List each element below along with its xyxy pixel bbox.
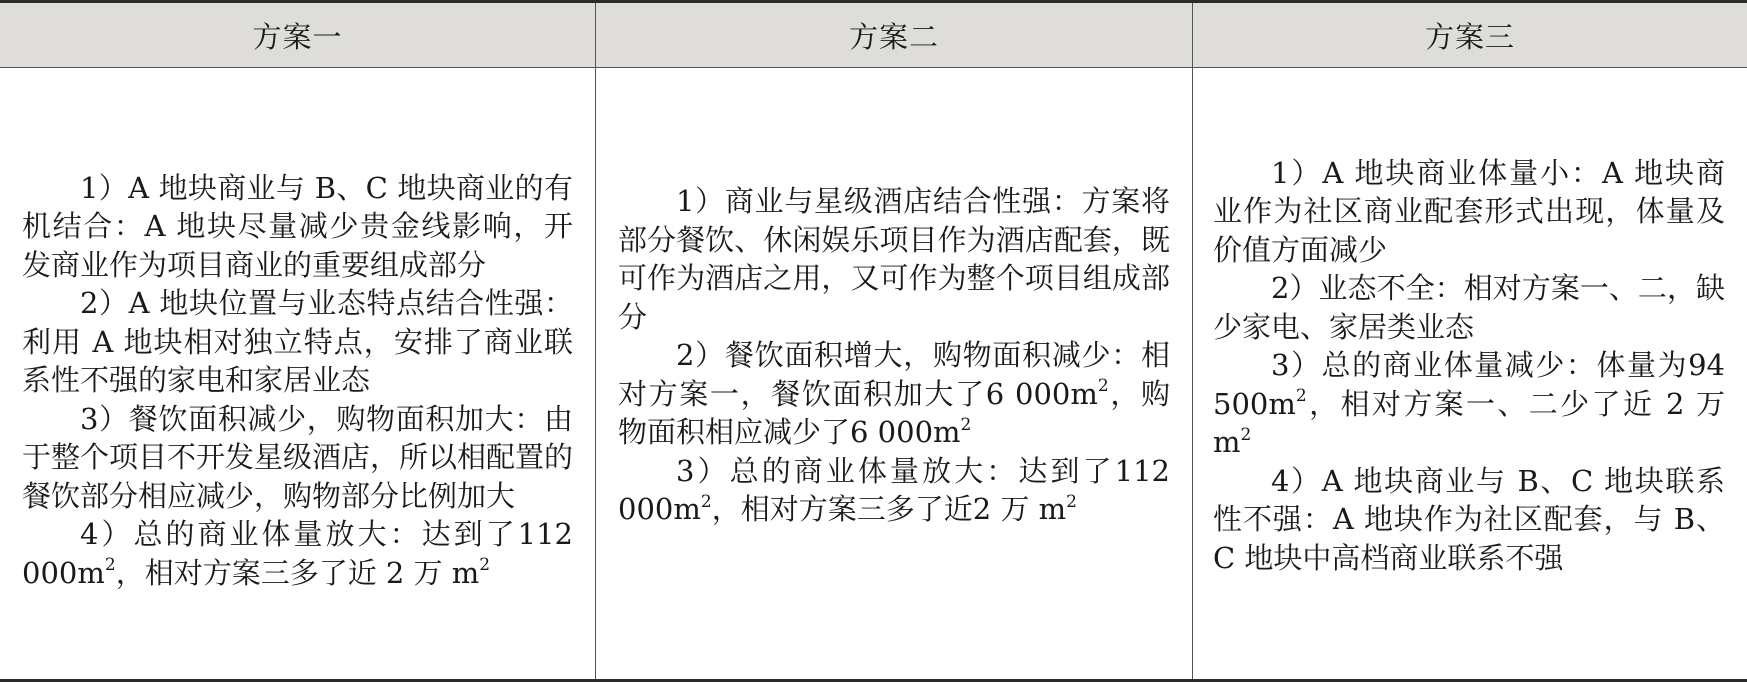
scheme-2-cell	[596, 68, 1193, 679]
scheme-3-text	[1193, 154, 1747, 578]
table-body-row	[0, 68, 1747, 679]
header-scheme-3: 方案三	[1424, 19, 1515, 54]
scheme-1-point-2: 2）A 地块位置与业态特点结合性强：利用 A 地块相对独立特点，安排了商业联系性不强的家电和家居业态	[22, 286, 573, 398]
scheme-2-point-2: 2）餐饮面积增大，购物面积减少：相对方案一，餐饮面积加大了6 $000m^2$，购物面积相应减少了6 $000m^2$	[618, 338, 1170, 450]
scheme-3-cell	[1193, 68, 1747, 679]
scheme-3-point-2: 2）业态不全：相对方案一、二，缺少家电、家居类业态	[1213, 271, 1725, 344]
scheme-1-point-3: 3）餐饮面积减少，购物面积加大：由于整个项目不开发星级酒店，所以相配置的餐饮部分相应减少，购物部分比例加大	[22, 401, 574, 513]
scheme-1-text	[0, 169, 595, 593]
table-header-row	[0, 3, 1747, 68]
header-scheme-2: 方案二	[596, 3, 1193, 67]
scheme-3-point-1: 1）A 地块商业体量小：A 地块商业作为社区商业配套形式出现，体量及价值方面减少	[1213, 155, 1725, 267]
scheme-1-cell	[0, 68, 596, 679]
scheme-3-point-4: 4）A 地块商业与 B、C 地块联系性不强：A 地块作为社区配套，与 B、C 地块中高档商业联系不强	[1213, 463, 1725, 575]
scheme-2-point-1: 1）商业与星级酒店结合性强：方案将部分餐饮、休闲娱乐项目作为酒店配套，既可作为酒店之用，又可作为整个项目组成部分	[618, 184, 1170, 334]
scheme-1-point-4: 4）总的商业体量放大：达到了112 $000m^2$，相对方案三多了近 2 万 $m^2$	[22, 517, 573, 590]
header-scheme-1: 方案一	[0, 3, 596, 67]
scheme-2-text	[596, 182, 1192, 529]
scheme-1-point-1: 1）A 地块商业与 B、C 地块商业的有机结合：A 地块尽量减少贵金线影响，开发商业作为项目商业的重要组成部分	[22, 170, 573, 282]
scheme-2-point-3: 3）总的商业体量放大：达到了112 $000m^2$，相对方案三多了近2 万 $m^2$	[618, 453, 1170, 527]
scheme-3-point-3: 3）总的商业体量减少：体量为94 $500m^2$，相对方案一、二少了近 2 万 $m^2$	[1213, 348, 1725, 460]
